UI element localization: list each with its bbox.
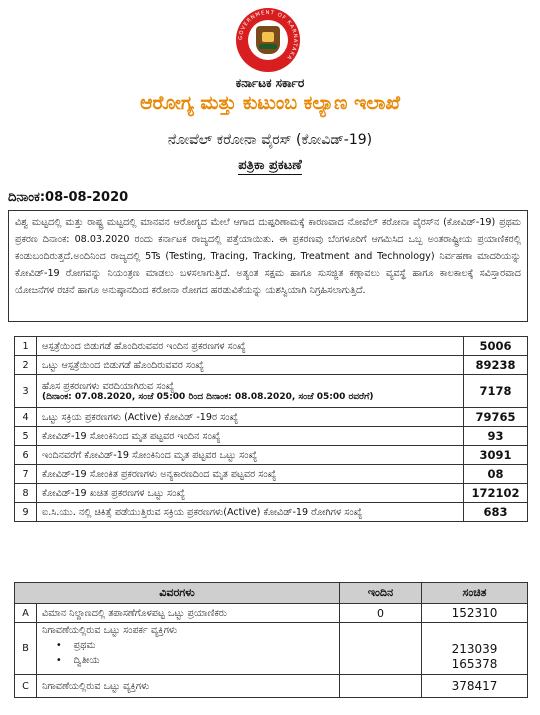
stat-label-cell: [37, 375, 464, 408]
stat-value: 93: [464, 427, 528, 446]
stat-label-cell: [37, 465, 464, 484]
row-label: ವಿಮಾನ ನಿಲ್ದಾಣದಲ್ಲಿ ತಪಾಸಣೆಗೊಳಪಟ್ಟ ಒಟ್ಟು ಪ್ರಯಾಣಿಕರು: [37, 604, 340, 623]
stat-sublabel: (ದಿನಾಂಕ: 07.08.2020, ಸಂಜೆ 05:00 ರಿಂದ ದಿನಾಂಕ: 08.08.2020, ಸಂಜೆ 05:00 ರವರೆಗೆ): [42, 391, 374, 402]
government-name: ಕರ್ನಾಟಕ ಸರ್ಕಾರ: [235, 76, 305, 90]
stat-row: [15, 427, 528, 446]
stat-value: 172102: [464, 484, 528, 503]
stat-number: 3: [15, 375, 37, 408]
stat-number: 8: [15, 484, 37, 503]
stat-label-cell: [37, 446, 464, 465]
stat-label-cell: [37, 337, 464, 356]
stat-value: 683: [464, 503, 528, 522]
row-label: ನಿಗಾವಣೆಯಲ್ಲಿರುವ ಒಟ್ಟು ಸಂಪರ್ಕ ವ್ಯಕ್ತಿಗಳು: [42, 625, 178, 636]
primary-contacts-value: 213039: [451, 642, 498, 656]
row-key: C: [15, 675, 37, 698]
stat-label: ಕೋವಿಡ್-19 ಸೋಂಕಿನಿಂದ ಮೃತ ಪಟ್ಟವರ ಇಂದಿನ ಸಂಖ್ಯೆ: [42, 430, 221, 442]
stat-number: 2: [15, 356, 37, 375]
stat-label: ಕೋವಿಡ್-19 ಖಚಿತ ಪ್ರಕರಣಗಳ ಒಟ್ಟು ಸಂಖ್ಯೆ: [42, 487, 186, 499]
stat-number: 1: [15, 337, 37, 356]
svg-text:GOVERNMENT OF KARNATAKA: GOVERNMENT OF KARNATAKA: [237, 9, 299, 61]
row-cumulative-values: [422, 623, 528, 675]
row-label: ನಿಗಾವಣೆಯಲ್ಲಿರುವ ಒಟ್ಟು ವ್ಯಕ್ತಿಗಳು: [37, 675, 340, 698]
stat-value: 5006: [464, 337, 528, 356]
secondary-contacts-value: 165378: [451, 657, 498, 671]
stat-row: [15, 337, 528, 356]
stat-row: [15, 503, 528, 522]
stat-label: ಐ.ಸಿ.ಯು. ನಲ್ಲಿ ಚಿಕಿತ್ಸೆ ಪಡೆಯುತ್ತಿರುವ ಸಕ್ರಿಯ ಪ್ರಕರಣಗಳು(Active) ಕೋವಿಡ್-19 ರೋಗಿಗಳ ಸಂಖ್ಯೆ: [42, 506, 363, 518]
press-release-heading: [0, 158, 540, 173]
summary-header-row: [15, 583, 528, 604]
stat-value: 08: [464, 465, 528, 484]
emblem-seal: [248, 20, 288, 60]
row-cumulative-value: 378417: [422, 675, 528, 698]
row-label-block: [37, 623, 340, 675]
government-emblem: [236, 8, 300, 72]
stat-row: [15, 484, 528, 503]
press-release-label: ಪತ್ರಿಕಾ ಪ್ರಕಟಣೆ: [238, 158, 302, 173]
stat-row: [15, 356, 528, 375]
stat-label: ಇಂದಿನವರೆಗೆ ಕೋವಿಡ್-19 ಸೋಂಕಿನಿಂದ ಮೃತ ಪಟ್ಟವರ ಒಟ್ಟು ಸಂಖ್ಯೆ: [42, 449, 258, 461]
stat-number: 9: [15, 503, 37, 522]
stat-value: 89238: [464, 356, 528, 375]
stat-value: 3091: [464, 446, 528, 465]
summary-row-c: [15, 675, 528, 698]
row-today-value: 0: [340, 604, 422, 623]
header-cumulative: ಸಂಚಿತ: [422, 583, 528, 604]
row-today-value: [340, 623, 422, 675]
stat-label-cell: [37, 503, 464, 522]
stat-row: [15, 465, 528, 484]
statistics-table: [14, 336, 528, 522]
stat-number: 7: [15, 465, 37, 484]
stat-value: 79765: [464, 408, 528, 427]
department-title: ಆರೋಗ್ಯ ಮತ್ತು ಕುಟುಂಬ ಕಲ್ಯಾಣ ಇಲಾಖೆ: [139, 92, 401, 114]
stat-label: ಹೊಸ ಪ್ರಕರಣಗಳು ವರದಿಯಾಗಿರುವ ಸಂಖ್ಯೆ: [42, 380, 175, 392]
row-key: B: [15, 623, 37, 675]
stat-row: [15, 408, 528, 427]
row-cumulative-value: 152310: [422, 604, 528, 623]
stat-row: [15, 446, 528, 465]
stat-label-cell: [37, 356, 464, 375]
stat-number: 6: [15, 446, 37, 465]
stat-label-cell: [37, 484, 464, 503]
stat-label-cell: [37, 408, 464, 427]
stat-label: ಒಟ್ಟು ಸಕ್ರಿಯ ಪ್ರಕರಣಗಳು (Active) ಕೋವಿಡ್ -19ರ ಸಂಖ್ಯೆ: [42, 411, 239, 423]
stat-label-cell: [37, 427, 464, 446]
row-key: A: [15, 604, 37, 623]
header-details: ವಿವರಗಳು: [15, 583, 340, 604]
primary-contacts-label: • ಪ್ರಥಮ: [42, 640, 334, 651]
header-today: ಇಂದಿನ: [340, 583, 422, 604]
summary-row-b: [15, 623, 528, 675]
row-today-value: [340, 675, 422, 698]
stat-label: ಕೋವಿಡ್-19 ಸೋಂಕಿತ ಪ್ರಕರಣಗಳು ಅನ್ಯಕಾರಣದಿಂದ ಮೃತ ಪಟ್ಟವರ ಸಂಖ್ಯೆ: [42, 468, 277, 480]
stat-row: [15, 375, 528, 408]
intro-paragraph: ವಿಶ್ವ ಮಟ್ಟದಲ್ಲಿ ಮತ್ತು ರಾಷ್ಟ್ರ ಮಟ್ಟದಲ್ಲಿ ಮಾನವನ ಆರೋಗ್ಯದ ಮೇಲೆ ಆಗಾದ ದುಷ್ಪರಿಣಾಮಕ್ಕೆ ಕಾರಣವಾದ ನೋವೆಲ್ ಕರೋನಾ ವೈರಸ್‌ನ (ಕೋವಿಡ್-19) ಪ್ರಥಮ ಪ್ರಕರಣ ದಿನಾಂಕ: 08.03.2020 ರಂದು ಕರ್ನಾಟಕ ರಾಜ್ಯದಲ್ಲಿ ಪತ್ತೆಯಾಯಿತು. ಈ ಪ್ರಕರಣವು ಬೆಂಗಳೂರಿಗೆ ಆಗಮಿಸಿದ ಒಬ್ಬ ಅಂತರಾಷ್ಟ್ರೀಯ ಪ್ರಯಾಣಿಕರಲ್ಲಿ ಕಂಡುಬಂದಿರುತ್ತದೆ.ಅಂದಿನಿಂದ ರಾಜ್ಯದಲ್ಲಿ 5Ts (Testing, Tracing, Tracking, Treatment and Technology) ನಿರ್ವಹಣಾ ಮಾದರಿಯನ್ನು ಕೋವಿಡ್-19 ರೋಗವನ್ನು ನಿಯಂತ್ರಣ ಮಾಡಲು ಬಳಸಲಾಗುತ್ತಿದೆ. ಅತ್ಯಂತ ಸಕ್ಷಮ ಹಾಗೂ ಸುಸಜ್ಜಿತ ಕಣ್ಗಾವಲು ವ್ಯವಸ್ಥೆ ಹಾಗೂ ಕಾಲಕಾಲಕ್ಕೆ ಸವಿಸ್ತಾರವಾದ ಯೋಜನೆಗಳ ರಚನೆ ಹಾಗೂ ಅನುಷ್ಠಾನದಿಂದ ಕರೋನಾ ರೋಗದ ಹರಡುವಿಕೆಯನ್ನು ಯಶಸ್ವಿಯಾಗಿ ನಿಗ್ರಹಿಸಲಾಗುತ್ತಿದೆ.: [8, 210, 528, 322]
summary-row-a: [15, 604, 528, 623]
summary-table: [14, 582, 528, 698]
stat-label: ಒಟ್ಟು ಆಸ್ಪತ್ರೆಯಿಂದ ಬಿಡುಗಡೆ ಹೊಂದಿರುವವರ ಸಂಖ್ಯೆ: [42, 359, 204, 371]
stat-label: ಆಸ್ಪತ್ರೆಯಿಂದ ಬಿಡುಗಡೆ ಹೊಂದಿರುವವರ ಇಂದಿನ ಪ್ರಕರಣಗಳ ಸಂಖ್ಯೆ: [42, 340, 246, 352]
virus-title: ನೋವೆಲ್ ಕರೋನಾ ವೈರಸ್ (ಕೋವಿಡ್-19): [167, 132, 373, 148]
release-date: ದಿನಾಂಕ:08-08-2020: [8, 190, 129, 205]
stat-number: 4: [15, 408, 37, 427]
stat-number: 5: [15, 427, 37, 446]
secondary-contacts-label: • ದ್ವಿತೀಯ: [42, 655, 334, 666]
lion-capital-icon: [256, 26, 280, 54]
stat-value: 7178: [464, 375, 528, 408]
